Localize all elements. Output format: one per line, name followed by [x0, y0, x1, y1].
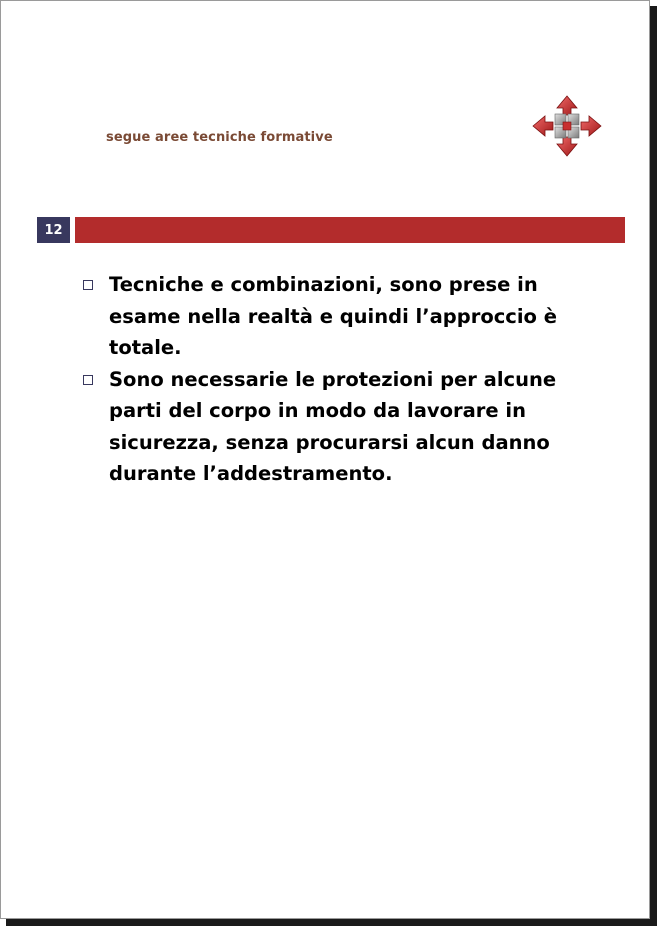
bullet-item [81, 269, 601, 364]
red-four-arrows-logo-icon [532, 95, 602, 157]
page-shadow [650, 6, 657, 926]
title-bar [75, 217, 625, 243]
square-bullet-icon [83, 375, 93, 385]
slide-number: 12 [37, 217, 70, 243]
bullet-text: Sono necessarie le protezioni per alcune parti del corpo in modo da lavorare in sicurezza, senza procurarsi alcun danno durante l’addestramento. [109, 367, 557, 485]
header-subtitle: segue aree tecniche formative [106, 130, 333, 145]
bullet-list [81, 269, 601, 490]
bullet-text: Tecniche e combinazioni, sono prese in esame nella realtà e quindi l’approccio è totale. [109, 273, 557, 359]
page-shadow [6, 919, 657, 926]
square-bullet-icon [83, 280, 93, 290]
bullet-item [81, 364, 601, 490]
